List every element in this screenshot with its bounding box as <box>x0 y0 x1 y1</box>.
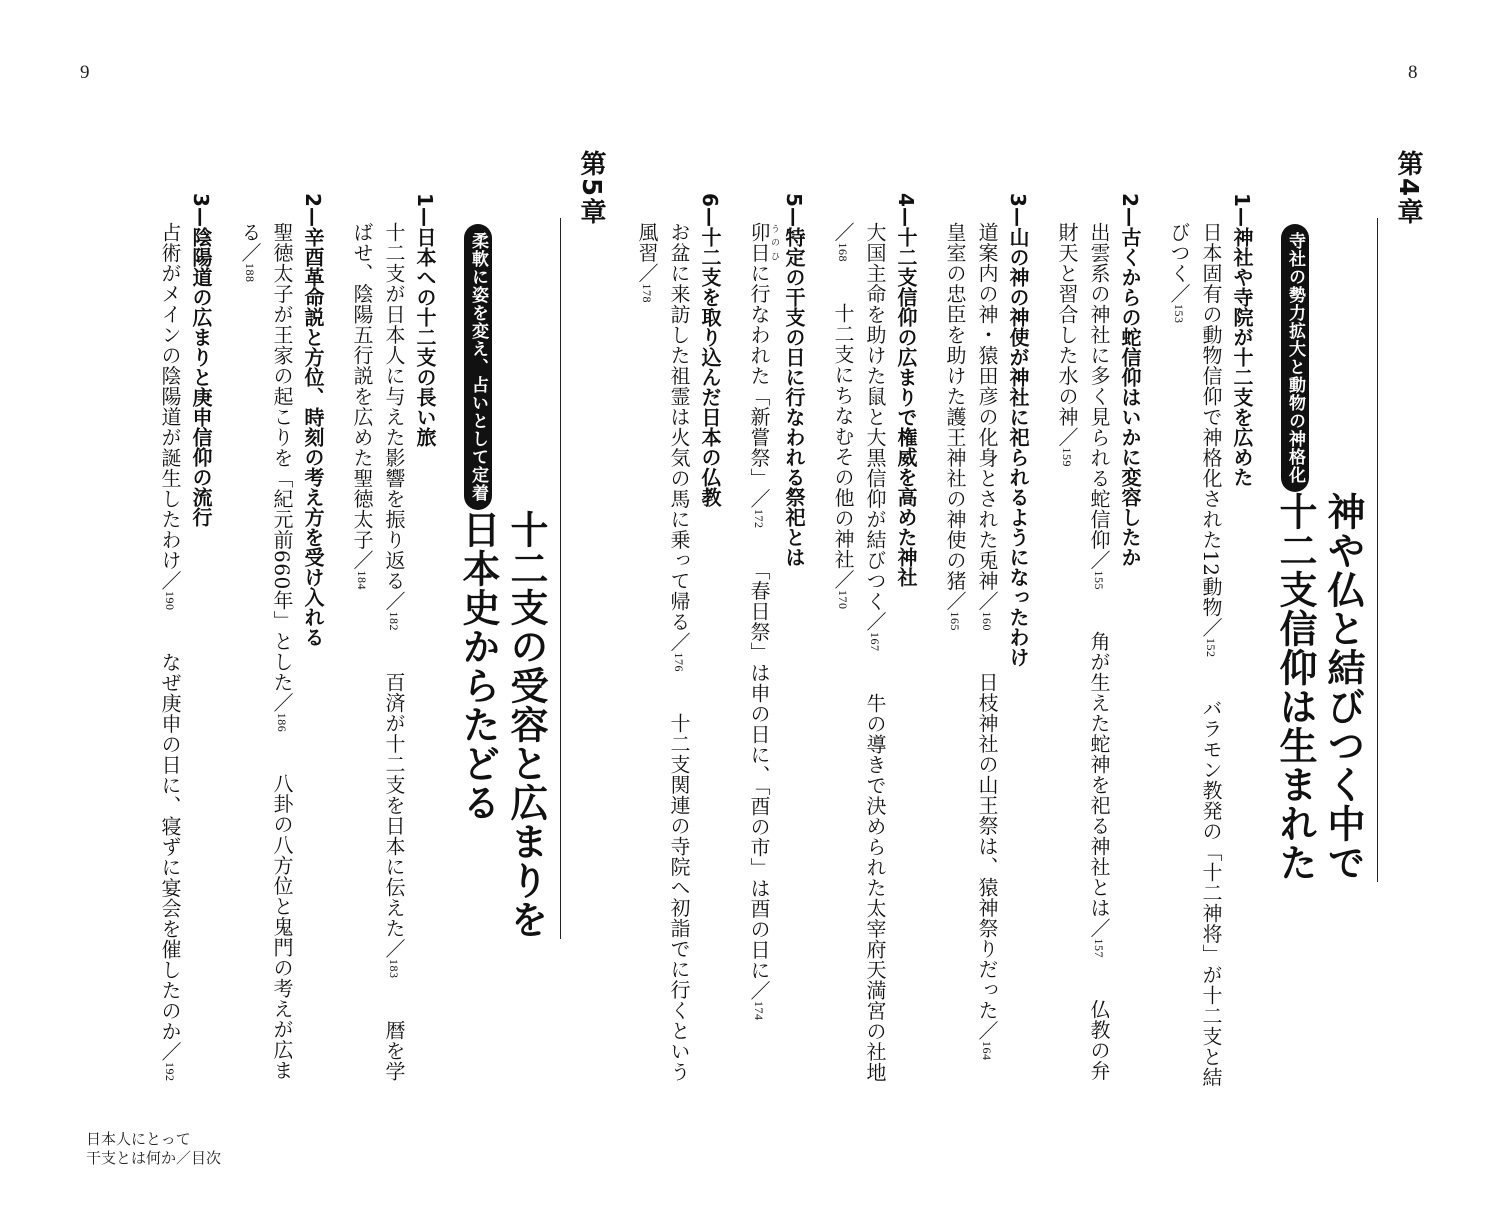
toc-entry[interactable] <box>382 222 406 631</box>
section-items <box>1051 222 1115 1100</box>
section-heading[interactable] <box>186 193 216 1100</box>
section-number: 3 <box>189 193 213 207</box>
entry-text: 百済が十二支を日本に伝えた <box>382 672 406 939</box>
chapter-subtitle-badge: 柔軟に姿を変え、占いとして定着 <box>464 224 492 510</box>
entry-separator: ／ <box>943 591 967 612</box>
section-items <box>631 222 695 1100</box>
entry-page-number: 183 <box>387 959 401 979</box>
entry-page-number: 168 <box>836 242 850 262</box>
entry-page-number: 176 <box>672 652 686 672</box>
entry-separator: ／ <box>382 938 406 959</box>
entry-separator: ／ <box>238 242 262 263</box>
section-title: 日本への十二支の長い旅 <box>413 226 437 447</box>
ruby-annotation: 卯日うのひ <box>747 222 779 263</box>
toc-section <box>1163 140 1257 1100</box>
entry-separator: ／ <box>270 692 294 713</box>
entry-page-number: 160 <box>980 611 994 631</box>
entry-separator: ／ <box>975 591 999 612</box>
toc-entry[interactable] <box>975 222 999 631</box>
entry-page-number: 184 <box>355 570 369 590</box>
entry-page-number: 174 <box>752 1000 766 1020</box>
toc-entry[interactable] <box>382 631 406 979</box>
section-dash: — <box>698 206 722 227</box>
toc-section <box>234 140 328 1100</box>
section-items <box>827 222 891 1100</box>
section-title: 辛酉革命説と方位、時刻の考え方を受け入れる <box>301 226 325 647</box>
entry-text: 聖徳太子が王家の起こりを「紀元前660年」とした <box>270 222 294 693</box>
chapter-label: 第4章 <box>1393 150 1423 227</box>
toc-section <box>939 140 1033 1100</box>
section-heading[interactable] <box>1115 193 1145 1100</box>
entry-separator: ／ <box>831 569 855 590</box>
entry-page-number: 170 <box>836 590 850 610</box>
entry-text: 暦を学ばせ、陰陽五行説を広めた聖徳太子 <box>350 222 406 1081</box>
section-title: 特定の干支の日に行なわれる祭祀とは <box>782 226 806 567</box>
chapter-heading <box>1271 218 1378 882</box>
footer-line-1: 日本人にとって <box>86 1130 191 1148</box>
section-title: 陰陽道の広まりと庚申信仰の流行 <box>189 226 213 527</box>
running-footer <box>86 1130 221 1168</box>
section-heading[interactable] <box>1227 193 1257 1100</box>
entry-text: 十二支にちなむその他の神社 <box>831 303 855 570</box>
chapter-subtitle-badge: 寺社の勢力拡大と動物の神格化 <box>1281 224 1309 492</box>
section-title: 十二支を取り込んだ日本の仏教 <box>698 226 722 507</box>
chapter-title <box>454 510 550 939</box>
page-number-right: 8 <box>1408 62 1418 83</box>
section-number: 3 <box>1006 193 1030 207</box>
chapter-4 <box>631 140 1430 1100</box>
chapter-heading <box>454 218 561 939</box>
section-dash: — <box>894 206 918 227</box>
toc-section <box>154 140 216 1100</box>
section-number: 1 <box>1230 193 1254 207</box>
entry-separator: ／ <box>635 263 659 284</box>
section-items <box>234 222 298 1100</box>
entry-text: 日枝神社の山王祭は、猿神祭りだった <box>975 672 999 1021</box>
entry-text: 角が生えた蛇神を祀る神社とは <box>1087 631 1111 918</box>
toc-entry[interactable] <box>747 529 771 1021</box>
entry-separator: ／ <box>667 632 691 653</box>
entry-text: 道案内の神・猿田彦の化身とされた兎神 <box>975 222 999 591</box>
entry-separator: ／ <box>1087 918 1111 939</box>
chapter-title-line: 日本史からたどる <box>456 510 500 822</box>
chapter-5 <box>154 140 613 1100</box>
toc-entry[interactable] <box>747 222 779 529</box>
entry-page-number: 182 <box>387 611 401 631</box>
entry-page-number: 192 <box>163 1061 177 1081</box>
entry-text: 十二支が日本人に与えた影響を振り返る <box>382 222 406 591</box>
toc-section <box>1051 140 1145 1100</box>
toc-entry[interactable] <box>1199 222 1223 657</box>
section-number: 2 <box>301 193 325 207</box>
toc-entry[interactable] <box>975 631 999 1061</box>
toc-section <box>827 140 921 1100</box>
toc-entry[interactable] <box>270 222 294 732</box>
toc-entry[interactable] <box>1087 222 1111 590</box>
section-number: 2 <box>1118 193 1142 207</box>
section-dash: — <box>1118 206 1142 227</box>
section-title: 古くからの蛇信仰はいかに変容したか <box>1118 226 1142 567</box>
footer-line-2: 干支とは何か／目次 <box>86 1149 222 1167</box>
entry-page-number: 172 <box>752 509 766 529</box>
entry-text: 出雲系の神社に多く見られる蛇信仰 <box>1087 222 1111 550</box>
entry-separator: ／ <box>1087 550 1111 571</box>
entry-page-number: 153 <box>1172 304 1186 324</box>
entry-text: 卯日うのひに行なわれた「新嘗祭」 <box>747 222 779 489</box>
entry-text: 十二支関連の寺院へ初詣でに行くという風習 <box>635 222 691 1082</box>
section-title: 神社や寺院が十二支を広めた <box>1230 226 1254 487</box>
toc-entry[interactable] <box>863 222 887 652</box>
toc-entry[interactable] <box>667 222 691 672</box>
entry-text: 大国主命を助けた鼠と大黒信仰が結びつく <box>863 222 887 612</box>
entry-page-number: 167 <box>868 632 882 652</box>
entry-separator: ／ <box>747 488 771 509</box>
entry-text: 皇室の忠臣を助けた護王神社の神使の猪 <box>943 222 967 591</box>
entry-separator: ／ <box>747 980 771 1001</box>
chapter-title-line: 十二支信仰は生まれた <box>1273 492 1317 882</box>
entry-page-number: 190 <box>163 591 177 611</box>
chapter-label: 第5章 <box>576 150 606 227</box>
toc-entry[interactable] <box>158 611 182 1082</box>
section-items <box>939 222 1003 1100</box>
entry-separator: ／ <box>1167 283 1191 304</box>
entry-separator: ／ <box>1199 617 1223 638</box>
section-dash: — <box>189 206 213 227</box>
section-dash: — <box>782 206 806 227</box>
entry-separator: ／ <box>1055 427 1079 448</box>
toc-entry[interactable] <box>158 222 182 611</box>
entry-separator: ／ <box>382 591 406 612</box>
toc-section <box>631 140 725 1100</box>
entry-page-number: 155 <box>1092 570 1106 590</box>
toc-entry[interactable] <box>831 262 855 610</box>
entry-page-number: 186 <box>275 712 289 733</box>
section-heading[interactable] <box>891 193 921 1100</box>
entry-page-number: 159 <box>1060 447 1074 467</box>
entry-page-number: 157 <box>1092 938 1106 958</box>
toc-entry[interactable] <box>1087 590 1111 958</box>
entry-text: 「春日祭」は申の日に、「酉の市」は酉の日に <box>747 569 771 980</box>
toc-section <box>743 140 809 1100</box>
entry-text: 日本固有の動物信仰で神格化された12動物 <box>1199 222 1223 618</box>
section-dash: — <box>1230 206 1254 227</box>
entry-text: バラモン教発の「十二神将」が十二支と結びつく <box>1167 222 1223 1088</box>
entry-separator: ／ <box>350 550 374 571</box>
entry-text: 占術がメインの陰陽道が誕生したわけ <box>158 222 182 571</box>
section-heading[interactable] <box>410 193 440 1100</box>
entry-separator: ／ <box>831 222 855 243</box>
section-dash: — <box>301 206 325 227</box>
entry-page-number: 164 <box>980 1041 994 1061</box>
entry-text: お盆に来訪した祖霊は火気の馬に乗って帰る <box>667 222 691 632</box>
entry-text: 八卦の八方位と鬼門の考えが広まる <box>238 222 294 1081</box>
chapter-title <box>1271 492 1367 882</box>
page-number-left: 9 <box>80 62 90 83</box>
section-number: 4 <box>894 193 918 207</box>
entry-page-number: 188 <box>243 263 257 283</box>
section-items <box>1163 222 1227 1100</box>
section-title: 十二支信仰の広まりで権威を高めた神社 <box>894 226 918 587</box>
section-items <box>154 222 186 1100</box>
entry-page-number: 178 <box>640 283 654 303</box>
section-dash: — <box>413 206 437 227</box>
section-items <box>743 222 779 1100</box>
entry-page-number: 165 <box>948 611 962 631</box>
chapter-title-line: 神や仏と結びつく中で <box>1321 492 1365 882</box>
entry-text: なぜ庚申の日に、寝ずに宴会を催したのか <box>158 651 182 1041</box>
entry-separator: ／ <box>975 1020 999 1041</box>
entry-text: 牛の導きで決められた太宰府天満宮の社地 <box>863 692 887 1082</box>
section-title: 山の神の神使が神社に祀られるようになったわけ <box>1006 226 1030 667</box>
section-heading[interactable] <box>779 193 809 1100</box>
section-heading[interactable] <box>1003 193 1033 1100</box>
ruby-reading: うのひ <box>769 222 779 263</box>
section-number: 6 <box>698 193 722 207</box>
chapter-title-line: 十二支の受容と広まりを <box>504 510 548 939</box>
section-number: 1 <box>413 193 437 207</box>
section-items <box>346 222 410 1100</box>
section-heading[interactable] <box>298 193 328 1100</box>
section-heading[interactable] <box>695 193 725 1100</box>
toc-section <box>346 140 440 1100</box>
entry-separator: ／ <box>863 611 887 632</box>
entry-page-number: 152 <box>1204 637 1218 658</box>
entry-separator: ／ <box>158 570 182 591</box>
section-number: 5 <box>782 193 806 207</box>
section-dash: — <box>1006 206 1030 227</box>
entry-text: 仏教の弁財天と習合した水の神 <box>1055 222 1111 1081</box>
table-of-contents <box>70 140 1430 1100</box>
entry-separator: ／ <box>158 1041 182 1062</box>
